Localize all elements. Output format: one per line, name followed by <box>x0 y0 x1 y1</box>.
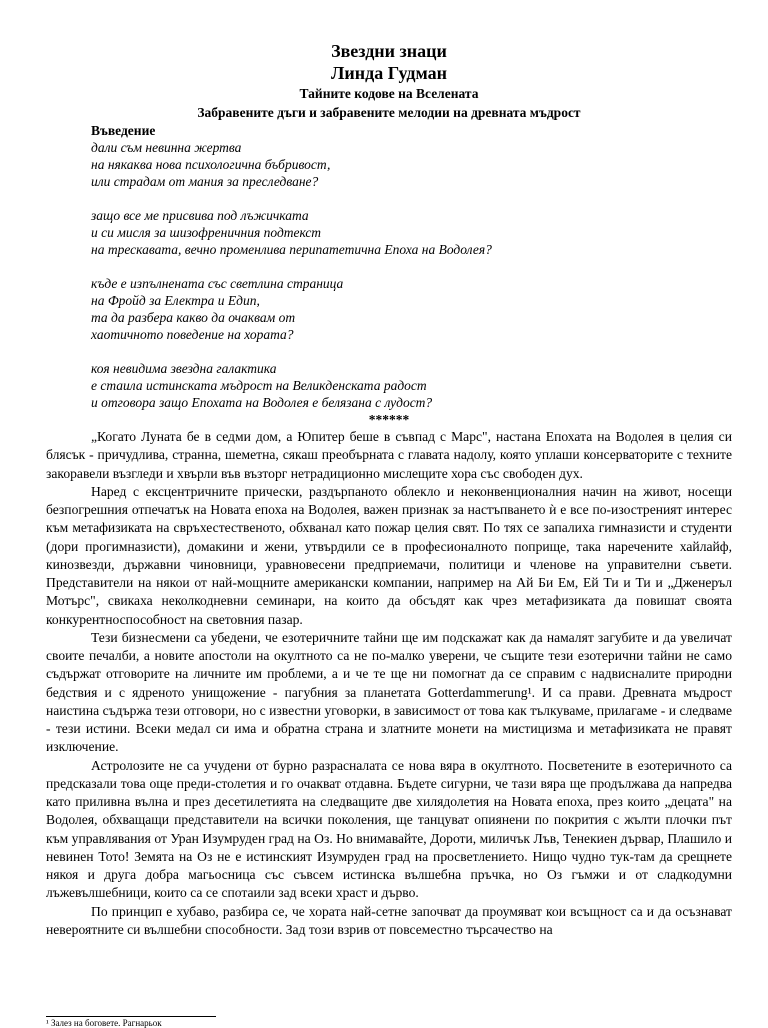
body-paragraph: Тези бизнесмени са убедени, че езотеричните тайни ще им подскажат как да намалят загубите и да увеличат своите печалби, а новите апостоли на окултното са не по-малко уверени, че същите тези езотерични тайни не само съдържат отговорите на личните им проблеми, а и че те ще ни помогнат да се справим с надвисналите природни бедствия и с ядреното унищожение - пагубния за планетата Gotterdammerung¹. И са прави. Древната мъдрост наистина съдържа тези отговори, но с известни уговорки, в зависимост от това как тълкуваме, прилагаме - и следваме - тези истини. Всеки медал си има и обратна страна и златните монети на мистицизма и метафизиката не правят изключение. <box>46 629 732 755</box>
poem-line: та да разбера какво да очаквам от <box>91 310 296 325</box>
poem-line: на трескавата, вечно променлива перипатетична Епоха на Водолея? <box>91 242 492 257</box>
poem-line: и отговора защо Епохата на Водолея е белязана с лудост? <box>91 395 433 410</box>
poem-line: хаотичното поведение на хората? <box>91 327 294 342</box>
body-paragraph: По принцип е хубаво, разбира се, че хората най-сетне започват да проумяват кои всъщност са и да осъзнават невероятните си вълшебни способности. Зад този взрив от повсеместно търсачество на <box>46 903 732 937</box>
body-paragraph: „Когато Луната бе в седми дом, а Юпитер беше в съвпад с Марс", настана Епохата на Водолея в целия си блясък - причудлива, странна, шеметна, сякаш преобърната с главата надолу, която уплаши консерваторите с техните закоравели възгледи и хвърли във възторг нетрадиционно мислещите хора със свободен дух. <box>46 429 732 481</box>
poem-line: дали съм невинна жертва <box>91 140 242 155</box>
poem-stanza <box>91 207 732 258</box>
document-page <box>46 40 732 939</box>
section-heading: Въведение <box>91 123 156 138</box>
poem-line: коя невидима звездна галактика <box>91 361 277 376</box>
poem <box>91 139 732 411</box>
poem-line: на някаква нова психологична бъбривост, <box>91 157 331 172</box>
section-separator: ****** <box>368 412 410 427</box>
subtitle: Тайните кодове на Вселената <box>299 86 479 101</box>
poem-line: и си мисля за шизофреничния подтекст <box>91 225 322 240</box>
book-title: Звездни знаци <box>331 41 447 61</box>
subtitle-secondary: Забравените дъги и забравените мелодии на древната мъдрост <box>197 105 581 120</box>
author-name: Линда Гудман <box>330 63 447 83</box>
body-paragraph: Астролозите не са учудени от бурно разрасналата се нова вяра в окултното. Посветените в езотеричното са предсказали това още преди-столетия и го очакват отдавна. Бъдете сигурни, че тази вяра ще продължава да напредва като приливна вълна и през десетилетията на следващите две хилядолетия на Новата епоха, през които „децата" на Водолея, обхващащи представители на всички поколения, ще танцуват опиянени по покрития с жълти плочки път към управлявания от Уран Изумруден град на Оз. Но внимавайте, Дороти, миличък Лъв, Тенекиен дървар, Плашило и невинен Тото! Земята на Оз не е истинският Изумруден град на просветлението. Нищо чудно тук-там да срещнете някоя и друга добра магьосница със съвсем истинска вълшебна пръчка, но Оз гъмжи и от сладкодумни лъжевълшебници, които са се спотаили зад всеки храст и дърво. <box>46 757 732 901</box>
poem-line: къде е изпълнената със светлина страница <box>91 276 344 291</box>
footnote-separator <box>46 1016 216 1017</box>
poem-stanza <box>91 360 732 411</box>
poem-line: защо все ме присвива под лъжичката <box>91 208 309 223</box>
poem-stanza <box>91 139 732 190</box>
body-paragraph: Наред с ексцентричните прически, раздърпаното облекло и неконвенционалния начин на живот, носещи безпогрешния отпечатък на Новата епоха на Водолея, важен признак за настъпването ѝ е все по-изостреният интерес към метафизиката на свръхестественото, обхванал като пожар целия свят. По тях се запалиха гимназисти и студенти (дори прогимназисти), домакини и жени, утвърдили се в професионалното поприще, така наречените хайлайф, кинозвезди, държавни чиновници, уравновесени предприемачи, политици и членове на управителни съвети. Представители на някои от най-мощните американски компании, например на Ай Би Ем, Ей Ти и Ти и „Дженеръл Мотърс", свикаха неколкодневни семинари, на които да обсъдят как чрез метафизиката да повишат своята конкурентноспособност на световния пазар. <box>46 483 732 627</box>
footnote: ¹ Залез на боговете. Рагнарьок <box>46 1018 162 1028</box>
poem-line: на Фройд за Електра и Едип, <box>91 293 260 308</box>
title-block <box>46 40 732 122</box>
poem-line: или страдам от мания за преследване? <box>91 174 319 189</box>
poem-line: е стаила истинската мъдрост на Великденската радост <box>91 378 427 393</box>
poem-stanza <box>91 275 732 343</box>
